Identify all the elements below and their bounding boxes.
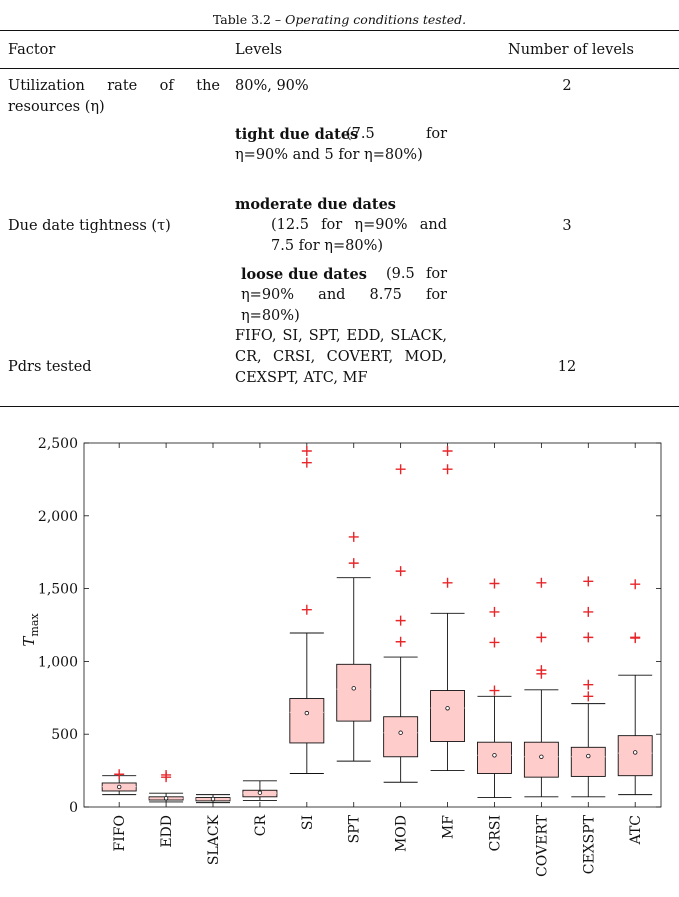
- mean-marker: [211, 797, 215, 801]
- level-tight-title: tight due dates: [235, 126, 359, 143]
- outlier-marker: [396, 637, 406, 647]
- row-utilization-levels: 80%, 90%: [235, 78, 309, 94]
- level-loose-title: loose due dates: [241, 266, 367, 283]
- table-caption: Table 3.2 – Operating conditions tested.: [212, 12, 467, 27]
- mean-marker: [117, 785, 121, 789]
- outlier-marker: [443, 446, 453, 456]
- level-moderate-title: moderate due dates: [235, 196, 396, 213]
- row-utilization-factor: Utilization rate of the resources (η): [8, 78, 220, 115]
- outlier-marker: [583, 680, 593, 690]
- mean-marker: [164, 796, 168, 800]
- mean-marker: [446, 706, 450, 710]
- outlier-marker: [302, 605, 312, 615]
- mean-marker: [399, 731, 403, 735]
- outlier-marker: [114, 769, 124, 779]
- level-tight-desc: (7.5 for η=90% and 5 for η=80%): [235, 126, 447, 163]
- outlier-marker: [583, 691, 593, 701]
- x-tick-label: EDD: [159, 815, 176, 848]
- x-tick-label: SPT: [346, 815, 363, 844]
- x-tick-label: FIFO: [112, 815, 129, 852]
- outlier-marker: [536, 632, 546, 642]
- outlier-marker: [489, 686, 499, 696]
- box-si: [290, 699, 324, 743]
- row-due-date-factor: Due date tightness (τ): [8, 218, 171, 234]
- outlier-marker: [396, 566, 406, 576]
- y-axis-label: $T_{max}$: [20, 613, 41, 647]
- row-pdrs-factor: Pdrs tested: [8, 359, 92, 375]
- y-tick-label: 1,500: [37, 581, 78, 598]
- outlier-marker: [489, 637, 499, 647]
- row-due-date-count: 3: [562, 218, 572, 234]
- mean-marker: [586, 754, 590, 758]
- row-pdrs-count: 12: [557, 359, 577, 375]
- tmax-boxplot: [0, 407, 679, 897]
- y-tick-label: 2,500: [37, 436, 78, 452]
- mean-marker: [633, 751, 637, 755]
- top-rule: [0, 30, 679, 31]
- outlier-marker: [489, 607, 499, 617]
- level-loose-desc-line: [241, 264, 447, 327]
- mean-marker: [352, 687, 356, 691]
- x-tick-label: CEXSPT: [581, 815, 598, 875]
- box-covert: [524, 742, 558, 777]
- outlier-marker: [443, 578, 453, 588]
- outlier-marker: [536, 578, 546, 588]
- x-tick-label: COVERT: [534, 815, 551, 877]
- x-tick-label: SLACK: [206, 815, 223, 866]
- outlier-marker: [630, 579, 640, 589]
- outlier-marker: [349, 558, 359, 568]
- x-tick-label: ATC: [628, 815, 645, 845]
- row-pdrs-levels: FIFO, SI, SPT, EDD, SLACK, CR, CRSI, COVERT, MOD, CEXSPT, ATC, MF: [235, 328, 447, 386]
- row-utilization-count: 2: [562, 78, 572, 94]
- y-tick-label: 1,000: [37, 654, 78, 671]
- mean-marker: [493, 754, 497, 758]
- level-moderate: [235, 194, 396, 216]
- box-crsi: [477, 742, 511, 773]
- mean-marker: [540, 755, 544, 759]
- outlier-marker: [349, 532, 359, 542]
- box-spt: [337, 664, 371, 721]
- box-cexspt: [571, 747, 605, 776]
- level-loose-desc: (9.5 for η=90% and 8.75 for η=80%): [241, 266, 447, 324]
- outlier-marker: [443, 464, 453, 474]
- header-number-of-levels: Number of levels: [508, 42, 634, 58]
- outlier-marker: [302, 446, 312, 456]
- level-moderate-desc: (12.5 for η=90% and 7.5 for η=80%): [271, 217, 447, 254]
- y-tick-label: 500: [51, 727, 78, 744]
- outlier-marker: [302, 458, 312, 468]
- mean-marker: [305, 711, 309, 715]
- x-tick-label: CRSI: [487, 815, 504, 852]
- box-atc: [618, 736, 652, 776]
- level-tight-desc-line: [235, 124, 447, 166]
- box-mf: [431, 691, 465, 742]
- outlier-marker: [161, 770, 171, 780]
- outlier-marker: [583, 576, 593, 586]
- x-tick-label: MOD: [393, 815, 410, 853]
- header-levels: Levels: [235, 42, 283, 58]
- header-factor: Factor: [8, 42, 56, 58]
- outlier-marker: [489, 579, 499, 589]
- outlier-marker: [396, 464, 406, 474]
- outlier-marker: [583, 607, 593, 617]
- header-rule: [0, 68, 679, 69]
- y-tick-label: 0: [69, 800, 78, 816]
- x-tick-label: SI: [299, 815, 316, 831]
- y-tick-label: 2,000: [37, 508, 78, 525]
- outlier-marker: [396, 616, 406, 626]
- outlier-marker: [630, 632, 640, 642]
- x-tick-label: CR: [252, 815, 269, 837]
- mean-marker: [258, 791, 262, 795]
- outlier-marker: [583, 632, 593, 642]
- box-mod: [384, 717, 418, 757]
- x-tick-label: MF: [440, 815, 457, 840]
